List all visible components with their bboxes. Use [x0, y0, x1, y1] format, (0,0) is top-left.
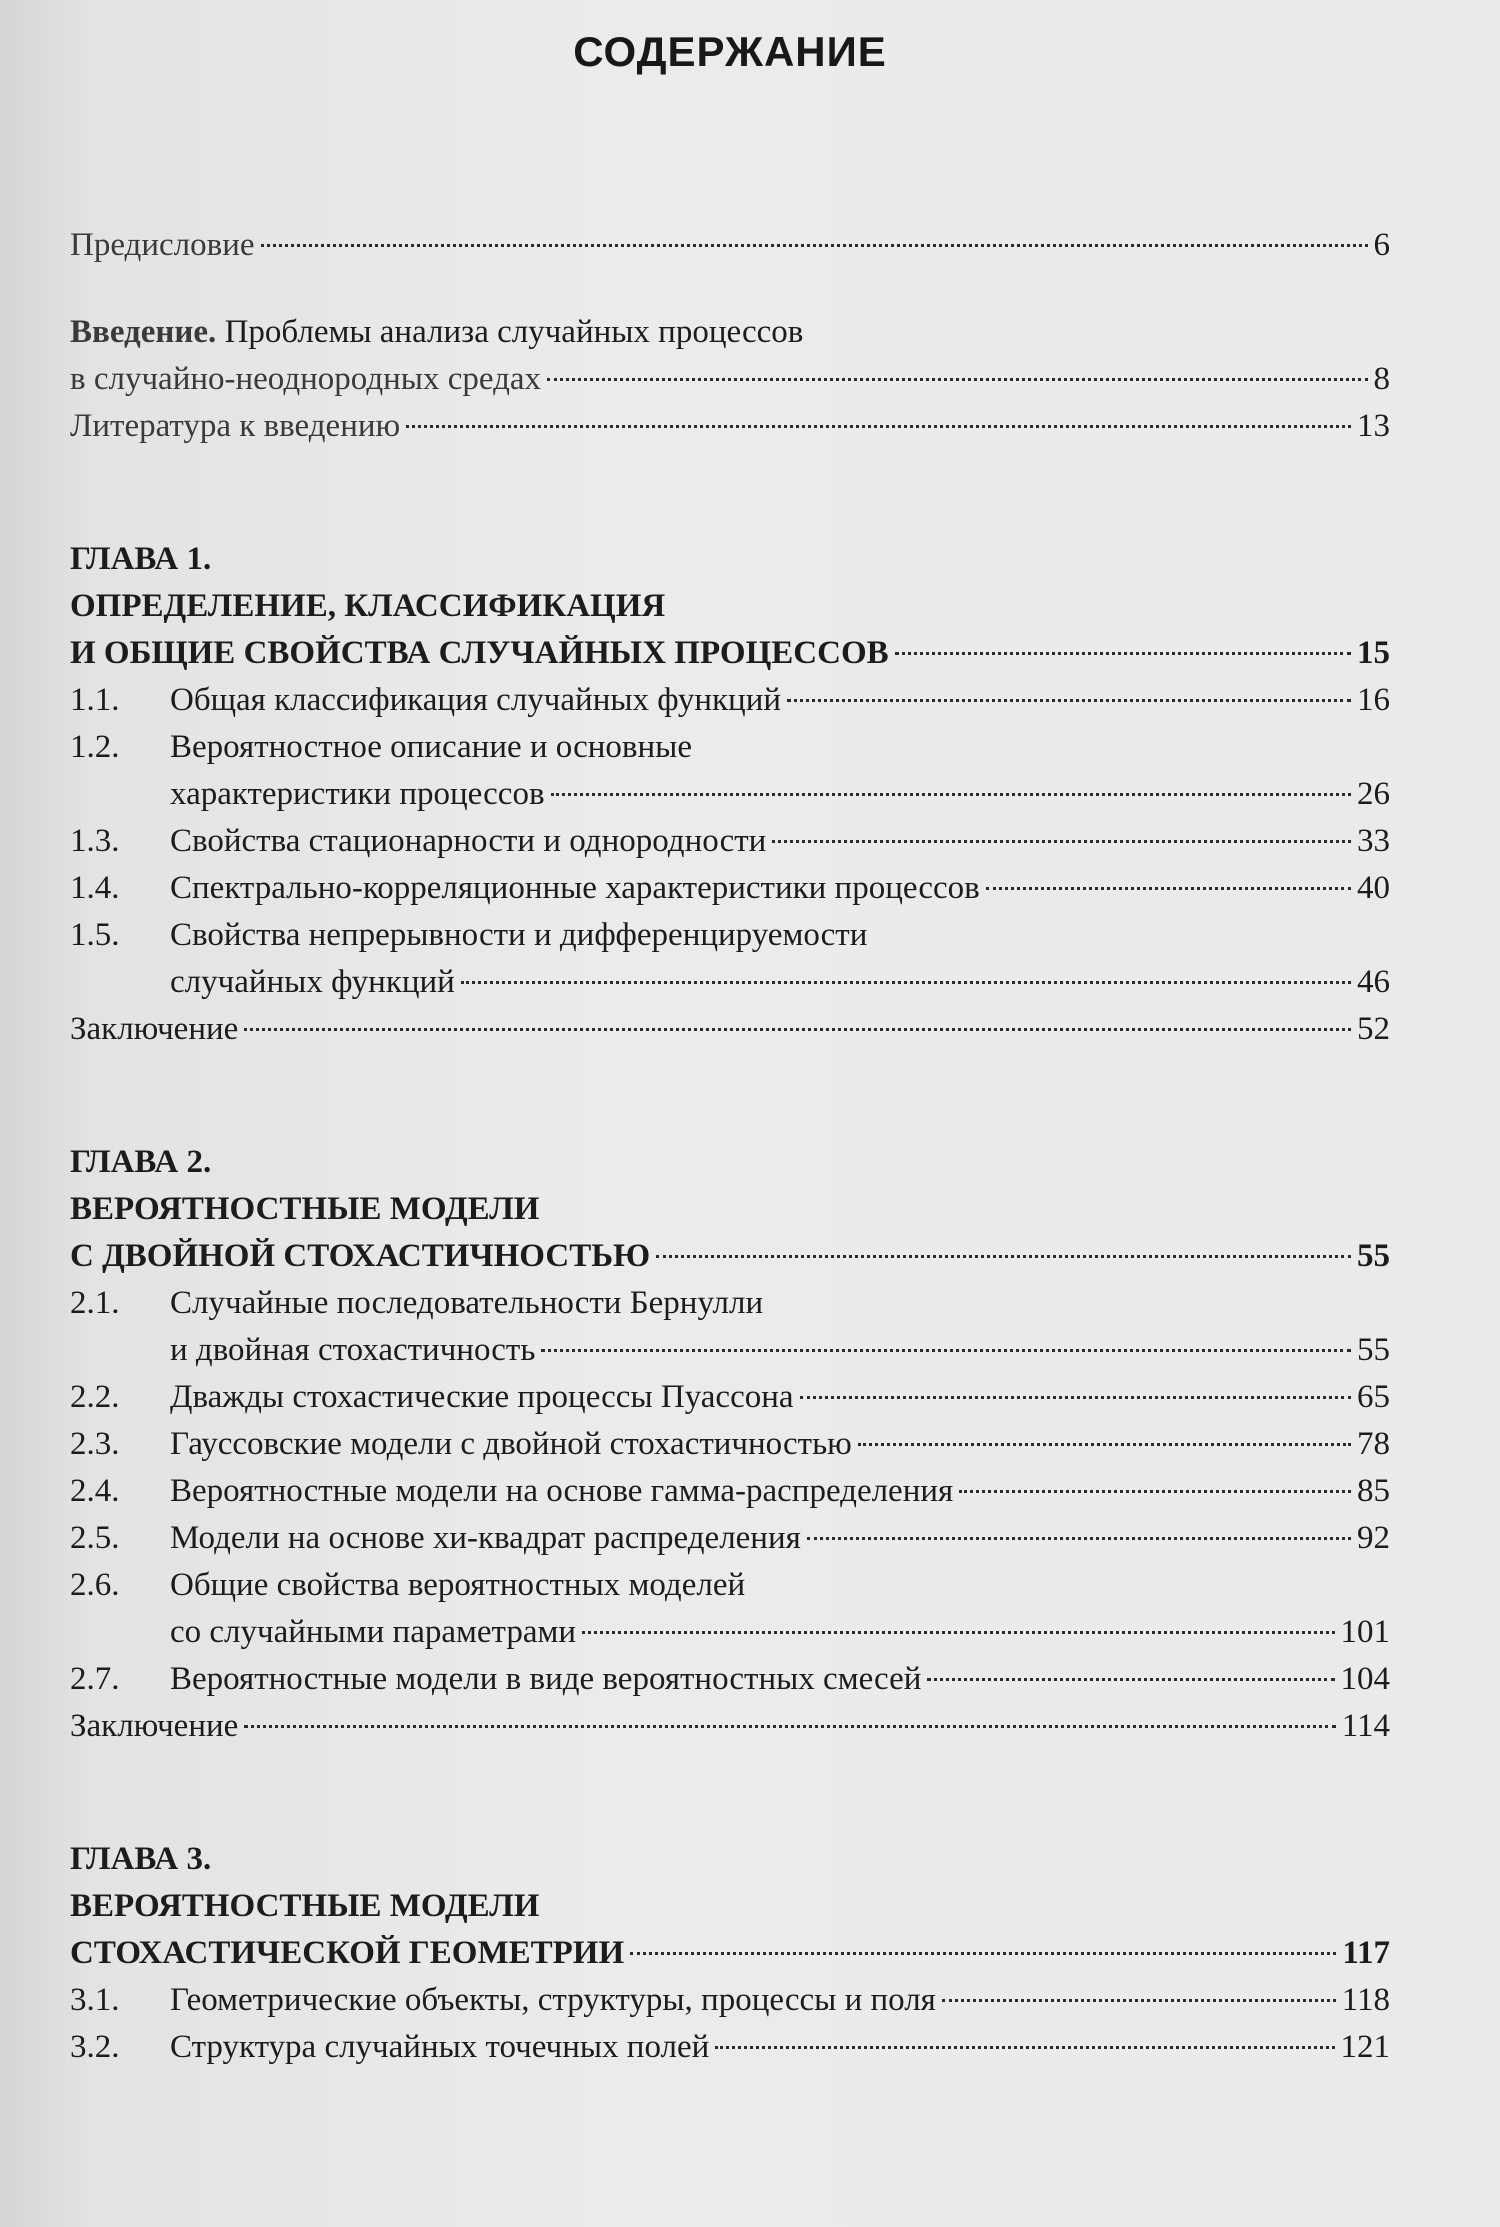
leader-dots [772, 840, 1351, 843]
toc-page-number: 121 [1340, 2029, 1390, 2065]
toc-entry-section[interactable] [70, 818, 1390, 865]
section-number: 2.5. [70, 1520, 120, 1556]
chapter-gap [70, 1750, 1390, 1836]
leader-dots [244, 1725, 1335, 1728]
toc-entry-conclusion[interactable] [70, 1703, 1390, 1750]
introduction-prefix: Введение. [70, 314, 217, 350]
section-number: 1.4. [70, 870, 120, 906]
toc-label: И ОБЩИЕ СВОЙСТВА СЛУЧАЙНЫХ ПРОЦЕССОВ [70, 635, 889, 671]
leader-dots [461, 981, 1351, 984]
toc-page-number: 114 [1341, 1708, 1390, 1744]
toc-entry-section[interactable] [70, 959, 1390, 1006]
toc-entry-chapter-title[interactable] [70, 1233, 1390, 1280]
introduction-title: Проблемы анализа случайных процессов [224, 314, 804, 350]
leader-dots [547, 378, 1367, 381]
toc-page-number: 13 [1357, 408, 1390, 444]
section-number: 2.6. [70, 1567, 120, 1603]
section-number: 2.3. [70, 1426, 120, 1462]
toc-page-number: 33 [1357, 823, 1390, 859]
chapter-label[interactable]: ГЛАВА 2. [70, 1144, 212, 1180]
page-title: СОДЕРЖАНИЕ [573, 28, 887, 75]
table-of-contents [70, 222, 1390, 2071]
toc-page-number: 101 [1340, 1614, 1390, 1650]
leader-dots [630, 1952, 1336, 1955]
leader-dots [807, 1537, 1351, 1540]
toc-page-number: 78 [1357, 1426, 1390, 1462]
leader-dots [582, 1631, 1334, 1634]
toc-label: Предисловие [70, 227, 255, 263]
leader-dots [927, 1678, 1334, 1681]
toc-entry-section[interactable] [70, 1468, 1390, 1515]
toc-label: Литература к введению [70, 408, 401, 444]
leader-dots [959, 1490, 1351, 1493]
toc-entry-chapter-title[interactable] [70, 1930, 1390, 1977]
toc-label: Гауссовские модели с двойной стохастичностью [170, 1426, 852, 1462]
toc-entry-section[interactable] [70, 2024, 1390, 2071]
toc-page-number: 92 [1357, 1520, 1390, 1556]
leader-dots [986, 887, 1351, 890]
section-number: 2.4. [70, 1473, 120, 1509]
section-title-line[interactable] [70, 724, 1390, 771]
toc-label: Вероятностные модели на основе гамма-распределения [170, 1473, 954, 1509]
toc-page-number: 6 [1373, 227, 1390, 263]
toc-page-number: 104 [1340, 1661, 1390, 1697]
toc-label: и двойная стохастичность [170, 1332, 536, 1368]
section-title: Случайные последовательности Бернулли [170, 1285, 764, 1321]
chapter-title-line[interactable]: ВЕРОЯТНОСТНЫЕ МОДЕЛИ [70, 1191, 540, 1227]
toc-entry-section[interactable] [70, 1374, 1390, 1421]
toc-label: со случайными параметрами [170, 1614, 577, 1650]
toc-entry-section[interactable] [70, 1327, 1390, 1374]
toc-page-number: 26 [1357, 776, 1390, 812]
section-number: 2.7. [70, 1661, 120, 1697]
toc-entry-section[interactable] [70, 677, 1390, 724]
section-title-line[interactable] [70, 912, 1390, 959]
toc-page-number: 8 [1373, 361, 1390, 397]
toc-entry-introduction-line2[interactable] [70, 356, 1390, 403]
toc-page-number: 85 [1357, 1473, 1390, 1509]
chapter-title-line[interactable]: ОПРЕДЕЛЕНИЕ, КЛАССИФИКАЦИЯ [70, 588, 666, 624]
toc-page-number: 65 [1357, 1379, 1390, 1415]
section-number: 2.2. [70, 1379, 120, 1415]
leader-dots [656, 1255, 1351, 1258]
toc-label: С ДВОЙНОЙ СТОХАСТИЧНОСТЬЮ [70, 1238, 651, 1274]
leader-dots [541, 1349, 1351, 1352]
toc-label: Заключение [70, 1011, 239, 1047]
toc-page-number: 118 [1341, 1982, 1390, 2018]
chapter-gap [70, 1053, 1390, 1139]
toc-entry-section[interactable] [70, 1656, 1390, 1703]
leader-dots [551, 793, 1351, 796]
toc-label: Модели на основе хи-квадрат распределения [170, 1520, 801, 1556]
leader-dots [715, 2046, 1334, 2049]
toc-entry-section[interactable] [70, 865, 1390, 912]
toc-label: СТОХАСТИЧЕСКОЙ ГЕОМЕТРИИ [70, 1935, 625, 1971]
leader-dots [942, 1999, 1336, 2002]
leader-dots [406, 425, 1351, 428]
toc-entry-intro-literature[interactable] [70, 403, 1390, 450]
leader-dots [244, 1028, 1351, 1031]
toc-label: в случайно-неоднородных средах [70, 361, 542, 397]
chapters-list [70, 450, 1390, 2071]
toc-page-number: 55 [1357, 1238, 1390, 1274]
leader-dots [787, 699, 1351, 702]
toc-entry-preface[interactable] [70, 222, 1390, 269]
section-title: Свойства непрерывности и дифференцируемости [170, 917, 868, 953]
section-title-line[interactable] [70, 1280, 1390, 1327]
chapter-label[interactable]: ГЛАВА 1. [70, 541, 212, 577]
toc-entry-section[interactable] [70, 1515, 1390, 1562]
leader-dots [858, 1443, 1351, 1446]
toc-page-number: 16 [1357, 682, 1390, 718]
section-number: 1.2. [70, 729, 120, 765]
toc-label: Геометрические объекты, структуры, процессы и поля [170, 1982, 936, 2018]
toc-label: Дважды стохастические процессы Пуассона [170, 1379, 794, 1415]
toc-entry-section[interactable] [70, 1609, 1390, 1656]
toc-entry-conclusion[interactable] [70, 1006, 1390, 1053]
toc-label: случайных функций [170, 964, 455, 1000]
toc-entry-introduction-line1[interactable] [70, 309, 1390, 356]
section-number: 1.5. [70, 917, 120, 953]
toc-page-number: 40 [1357, 870, 1390, 906]
section-number: 1.3. [70, 823, 120, 859]
toc-label: характеристики процессов [170, 776, 545, 812]
toc-page-number: 46 [1357, 964, 1390, 1000]
section-title: Общие свойства вероятностных моделей [170, 1567, 746, 1603]
toc-entry-section[interactable] [70, 1977, 1390, 2024]
toc-entry-section[interactable] [70, 771, 1390, 818]
toc-entry-chapter-title[interactable] [70, 630, 1390, 677]
toc-label: Свойства стационарности и однородности [170, 823, 767, 859]
section-title-line[interactable] [70, 1562, 1390, 1609]
section-number: 2.1. [70, 1285, 120, 1321]
toc-entry-section[interactable] [70, 1421, 1390, 1468]
toc-label: Общая классификация случайных функций [170, 682, 782, 718]
chapter-label[interactable]: ГЛАВА 3. [70, 1841, 212, 1877]
section-title: Вероятностное описание и основные [170, 729, 692, 765]
chapter-gap [70, 450, 1390, 536]
toc-label: Вероятностные модели в виде вероятностных смесей [170, 1661, 922, 1697]
leader-dots [895, 652, 1351, 655]
toc-label: Спектрально-корреляционные характеристики процессов [170, 870, 980, 906]
section-number: 3.2. [70, 2029, 120, 2065]
toc-page-number: 52 [1357, 1011, 1390, 1047]
leader-dots [261, 244, 1368, 247]
section-number: 3.1. [70, 1982, 120, 2018]
leader-dots [800, 1396, 1351, 1399]
toc-label: Структура случайных точечных полей [170, 2029, 710, 2065]
toc-page-number: 117 [1342, 1935, 1390, 1971]
toc-page-number: 15 [1357, 635, 1390, 671]
toc-page-number: 55 [1357, 1332, 1390, 1368]
chapter-title-line[interactable]: ВЕРОЯТНОСТНЫЕ МОДЕЛИ [70, 1888, 540, 1924]
section-number: 1.1. [70, 682, 120, 718]
toc-label: Заключение [70, 1708, 239, 1744]
